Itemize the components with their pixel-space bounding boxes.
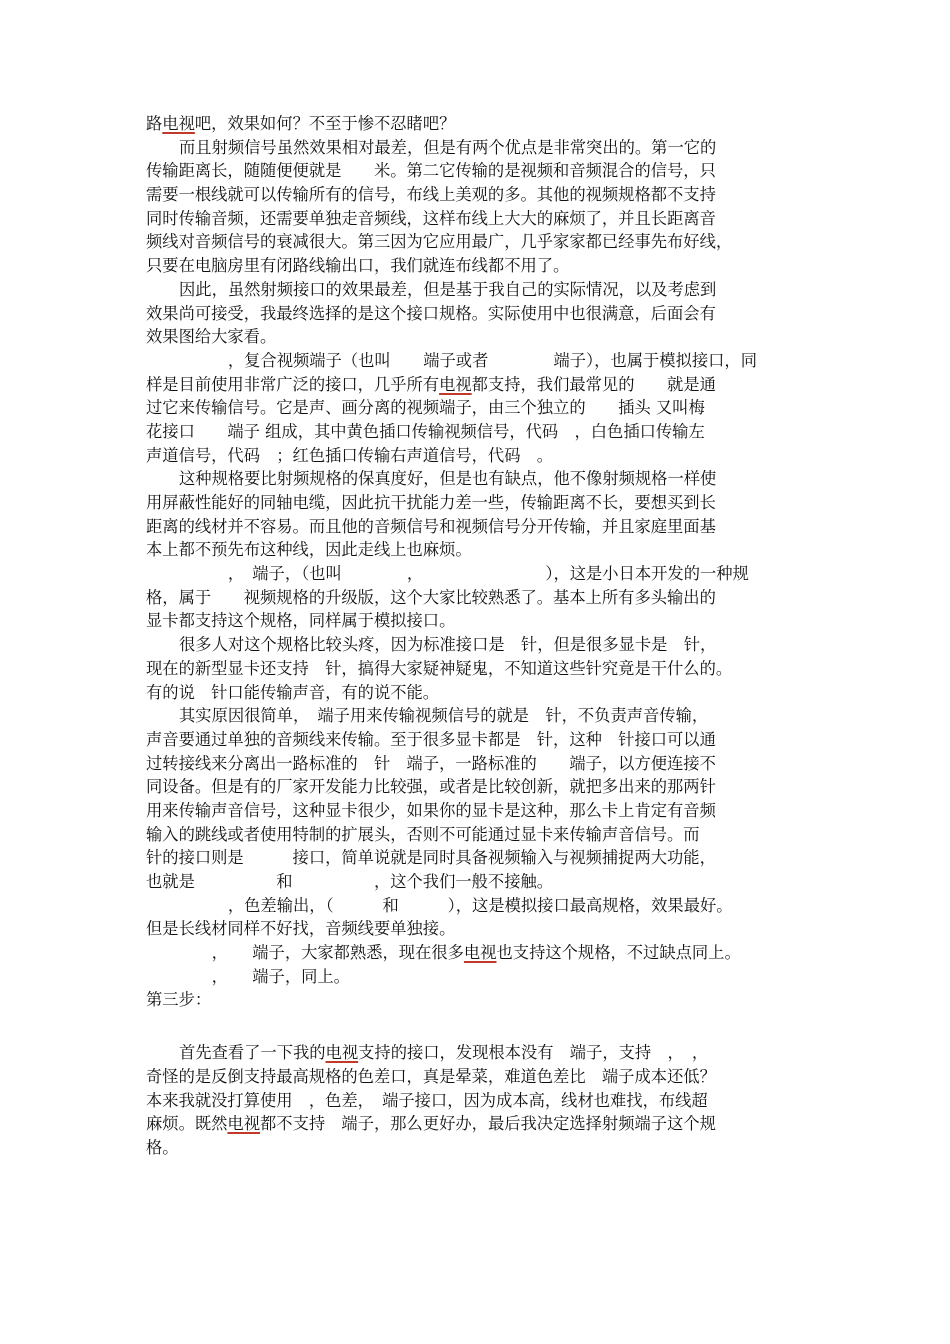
text-run: 都支持，我们最常见的 就是通 [471,374,716,394]
text-run: 现在的新型显卡还支持 针，搞得大家疑神疑鬼，不知道这些针究竟是干什么的。 [146,658,733,678]
text-line [146,183,806,207]
text-line [146,799,806,823]
text-line [146,894,806,918]
text-run: ，色差输出，（ 和 ），这是模拟接口最高规格，效果最好。 [179,895,733,915]
text-line [146,609,806,633]
text-run: 针的接口则是 接口，简单说就是同时具备视频输入与视频捕捉两大功能， [146,848,716,868]
text-line [146,941,806,965]
spellcheck-underlined-word: 电视 [463,943,497,963]
text-run: 用屏蔽性能好的同轴电缆，因此抗干扰能力差一些，传输距离不长，要想买到长 [146,493,716,512]
text-run: 也支持这个规格，不过缺点同上。 [496,943,741,963]
text-line [146,1065,806,1089]
text-line [146,373,806,397]
text-run: ， 端子，同上。 [179,966,350,986]
text-run: 支持的接口，发现根本没有 端子，支持 ， ， [358,1043,709,1063]
text-line [146,159,806,183]
text-line [146,1112,806,1136]
text-line [146,562,806,586]
text-run: 都不支持 端子，那么更好办，最后我决定选择射频端子这个规 [260,1114,716,1134]
text-line [146,230,806,254]
text-line [146,870,806,894]
text-line [146,775,806,799]
text-line [146,278,806,302]
text-line [146,538,806,562]
text-run: 本上都不预先布这种线，因此走线上也麻烦。 [146,540,472,560]
text-run: 频线对音频信号的衰减很大。第三因为它应用最广，几乎家家都已经事先布好线， [146,232,733,252]
text-run: 用来传输声音信号，这种显卡很少，如果你的显卡是这种，那么卡上肯定有音频 [146,800,716,820]
text-run: 声道信号，代码 ；红色插口传输右声道信号，代码 。 [146,445,554,465]
text-run: 吧，效果如何？不至于惨不忍睹吧？ [194,114,456,133]
text-run: 只要在电脑房里有闭路线输出口，我们就连布线都不用了。 [146,256,570,276]
text-run: 奇怪的是反倒支持最高规格的色差口，真是晕菜，难道色差比 端子成本还低？ [146,1066,716,1086]
text-run: 第三步： [146,990,212,1010]
text-run: 其实原因很简单， 端子用来传输视频信号的就是 针，不负责声音传输， [179,706,709,726]
text-line [146,491,806,515]
text-run: 格。 [146,1137,179,1157]
text-line [146,515,806,539]
text-run: 同时传输音频，还需要单独走音频线，这样布线上大大的麻烦了，并且长距离音 [146,208,716,228]
text-run: 显卡都支持这个规格，同样属于模拟接口。 [146,611,456,631]
text-run: ， 端子，大家都熟悉，现在很多 [179,943,464,963]
text-line [146,823,806,847]
text-line [146,1089,806,1113]
spellcheck-underlined-word: 电视 [325,1043,359,1063]
text-run: 但是长线材同样不好找，音频线要单独接。 [146,919,456,939]
text-run: 输入的跳线或者使用特制的扩展头，否则不可能通过显卡来传输声音信号。而 [146,824,700,844]
text-run: 样是目前使用非常广泛的接口，几乎所有 [146,374,440,394]
text-run: 传输距离长，随随便便就是 米。第二它传输的是视频和音频混合的信号，只 [146,161,716,181]
text-run: 这种规格要比射频规格的保真度好，但是也有缺点，他不像射频规格一样使 [179,469,717,489]
text-run: 声音要通过单独的音频线来传输。至于很多显卡都是 针，这种 针接口可以通 [146,729,716,749]
text-run: 有的说 针口能传输声音，有的说不能。 [146,682,440,702]
spellcheck-underlined-word: 电视 [162,114,195,133]
text-line [146,917,806,941]
text-run: 麻烦。既然 [146,1114,228,1134]
text-run: 效果尚可接受，我最终选择的是这个接口规格。实际使用中也很满意，后面会有 [146,303,716,323]
blank-line [146,1012,806,1041]
text-line [146,396,806,420]
text-line [146,136,806,160]
text-line [146,467,806,491]
text-line [146,681,806,705]
text-run: 路 [146,114,163,133]
text-line [146,586,806,610]
text-line [146,965,806,989]
text-line [146,846,806,870]
text-run: 效果图给大家看。 [146,327,277,347]
text-run: 而且射频信号虽然效果相对最差，但是有两个优点是非常突出的。第一它的 [179,137,717,157]
body-text [146,112,806,1160]
text-line [146,325,806,349]
text-line [146,752,806,776]
text-run: ，复合视频端子（也叫 端子或者 端子），也属于模拟接口，同 [179,350,757,370]
text-run: 花接口 端子 组成，其中黄色插口传输视频信号，代码 ，白色插口传输左 [146,421,705,441]
text-line [146,302,806,326]
text-run: 需要一根线就可以传输所有的信号，布线上美观的多。其他的视频规格都不支持 [146,185,716,205]
text-line [146,657,806,681]
text-run: 也就是 和 ，这个我们一般不接触。 [146,872,554,891]
text-run: 首先查看了一下我的 [179,1043,326,1063]
text-run: ， 端子，（也叫 ， ），这是小日本开发的一种规 [179,564,749,584]
text-run: 距离的线材并不容易。而且他的音频信号和视频信号分开传输，并且家庭里面基 [146,516,716,536]
text-line [146,988,806,1012]
text-run: 格，属于 视频规格的升级版，这个大家比较熟悉了。基本上所有多头输出的 [146,587,716,607]
spellcheck-underlined-word: 电视 [227,1114,260,1134]
text-line [146,633,806,657]
text-run: 过转接线来分离出一路标准的 针 端子，一路标准的 端子，以方便连接不 [146,753,716,773]
text-line [146,207,806,231]
text-run: 因此，虽然射频接口的效果最差，但是基于我自己的实际情况，以及考虑到 [179,279,717,299]
text-run: 同设备。但是有的厂家开发能力比较强，或者是比较创新，就把多出来的那两针 [146,777,716,797]
spellcheck-underlined-word: 电视 [439,374,472,394]
text-line [146,444,806,468]
text-run: 很多人对这个规格比较头疼，因为标准接口是 针，但是很多显卡是 针， [179,635,717,655]
text-line [146,1136,806,1160]
text-line [146,704,806,728]
text-run: 过它来传输信号。它是声、画分离的视频端子，由三个独立的 插头 又叫梅 [146,398,705,418]
text-line [146,728,806,752]
text-run: 本来我就没打算使用 ，色差， 端子接口，因为成本高，线材也难找，布线超 [146,1090,708,1110]
text-line [146,349,806,373]
text-line [146,420,806,444]
text-line [146,1041,806,1065]
text-line [146,112,806,136]
text-line [146,254,806,278]
